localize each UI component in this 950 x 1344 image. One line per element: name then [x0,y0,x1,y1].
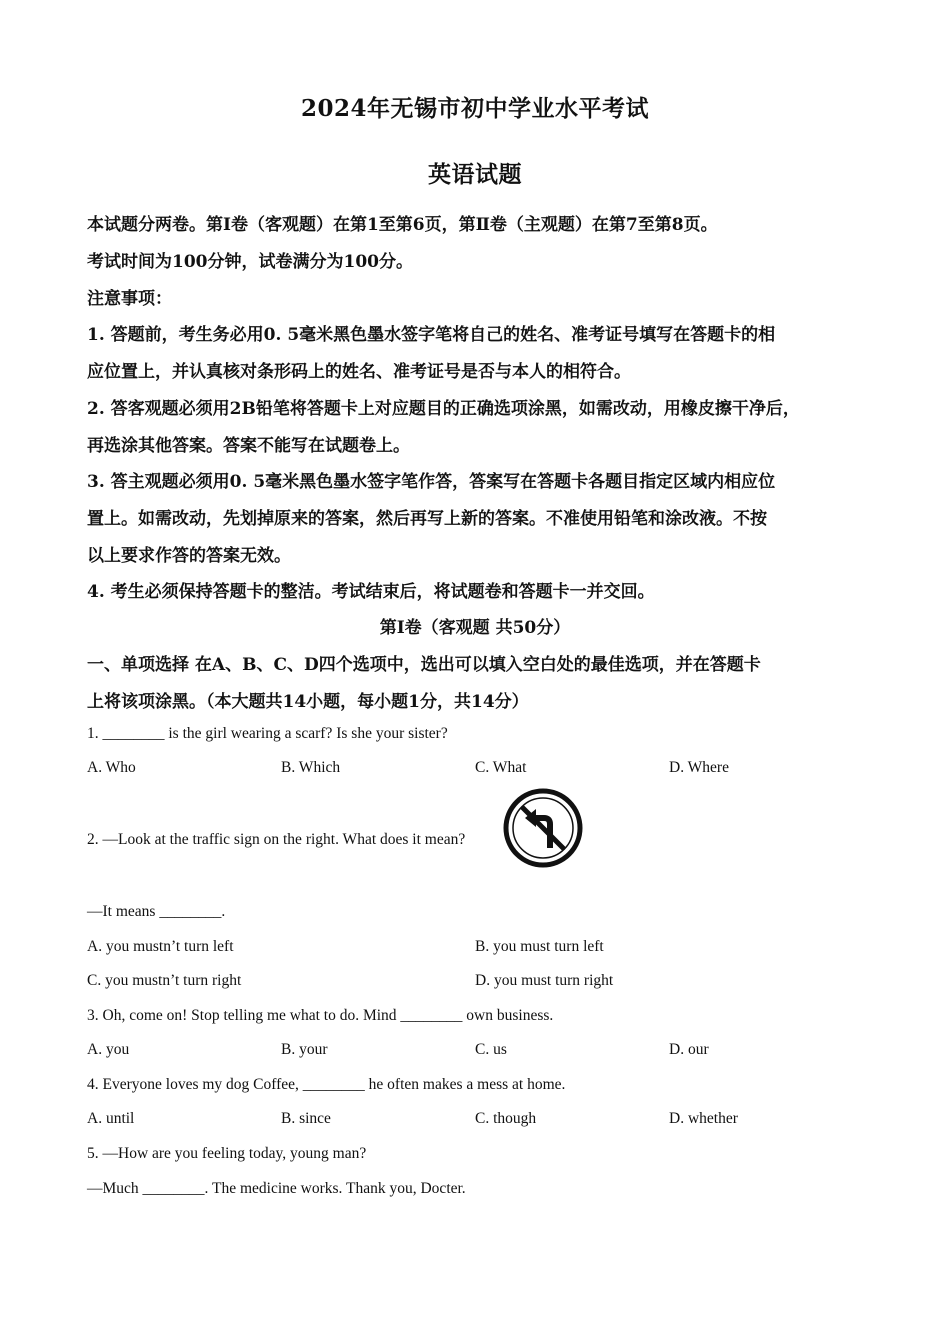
note-1b: 应位置上，并认真核对条形码上的姓名、准考证号是否与本人的相符合。 [87,362,631,382]
question-4-option-a[interactable]: A. until [87,1110,135,1127]
notes-label: 注意事项： [87,289,172,309]
question-3-stem: 3. Oh, come on! Stop telling me what to do. Mind ________ own business. [87,1007,554,1024]
no-left-turn-sign-icon [503,788,583,868]
note-2a: 2. 答客观题必须用2B铅笔将答题卡上对应题目的正确选项涂黑，如需改动，用橡皮擦干净后， [87,399,800,419]
question-4-option-b[interactable]: B. since [281,1110,331,1127]
part1-instructions-a: 一、单项选择 在A、B、C、D四个选项中，选出可以填入空白处的最佳选项，并在答题卡 [87,655,761,675]
note-3b: 置上。如需改动，先划掉原来的答案，然后再写上新的答案。不准使用铅笔和涂改液。不按 [87,509,767,529]
question-5-answer-stem: —Much ________. The medicine works. Thank you, Docter. [87,1180,466,1197]
question-4-option-c[interactable]: C. though [475,1110,537,1127]
section-heading: 第Ⅰ卷（客观题 共50分） [379,618,571,638]
note-4: 4. 考生必须保持答题卡的整洁。考试结束后，将试题卷和答题卡一并交回。 [87,582,655,602]
exam-title: 2024年无锡市初中学业水平考试 [300,95,649,122]
question-3-option-b[interactable]: B. your [281,1041,328,1058]
question-2-stem: 2. —Look at the traffic sign on the right. What does it mean? [87,831,466,848]
question-4-stem: 4. Everyone loves my dog Coffee, ________ he often makes a mess at home. [87,1076,566,1093]
question-2-option-a[interactable]: A. you mustn’t turn left [87,938,234,955]
exam-subtitle: 英语试题 [428,161,522,188]
note-3c: 以上要求作答的答案无效。 [87,546,291,566]
question-1-option-c[interactable]: C. What [475,759,527,776]
note-2b: 再选涂其他答案。答案不能写在试题卷上。 [87,436,410,456]
question-5-stem: 5. —How are you feeling today, young man? [87,1145,367,1162]
question-3-option-d[interactable]: D. our [669,1041,709,1058]
question-2-option-d[interactable]: D. you must turn right [475,972,614,989]
question-3-option-c[interactable]: C. us [475,1041,507,1058]
question-1-option-b[interactable]: B. Which [281,759,341,776]
question-2-option-c[interactable]: C. you mustn’t turn right [87,972,242,989]
note-1a: 1. 答题前，考生务必用0. 5毫米黑色墨水签字笔将自己的姓名、准考证号填写在答题卡的相 [87,325,776,345]
question-1-option-a[interactable]: A. Who [87,759,136,776]
intro-line-1: 本试题分两卷。第Ⅰ卷（客观题）在第1至第6页，第Ⅱ卷（主观题）在第7至第8页。 [87,215,718,235]
question-1-option-d[interactable]: D. Where [669,759,729,776]
intro-line-2: 考试时间为100分钟，试卷满分为100分。 [87,252,413,272]
question-4-option-d[interactable]: D. whether [669,1110,738,1127]
question-2-answer-stem: —It means ________. [87,903,226,920]
part1-instructions-b: 上将该项涂黑。（本大题共14小题，每小题1分，共14分） [87,692,529,712]
question-2-option-b[interactable]: B. you must turn left [475,938,604,955]
note-3a: 3. 答主观题必须用0. 5毫米黑色墨水签字笔作答，答案写在答题卡各题目指定区域内相应位 [87,472,776,492]
question-1-stem: 1. ________ is the girl wearing a scarf? Is she your sister? [87,725,448,742]
question-3-option-a[interactable]: A. you [87,1041,130,1058]
